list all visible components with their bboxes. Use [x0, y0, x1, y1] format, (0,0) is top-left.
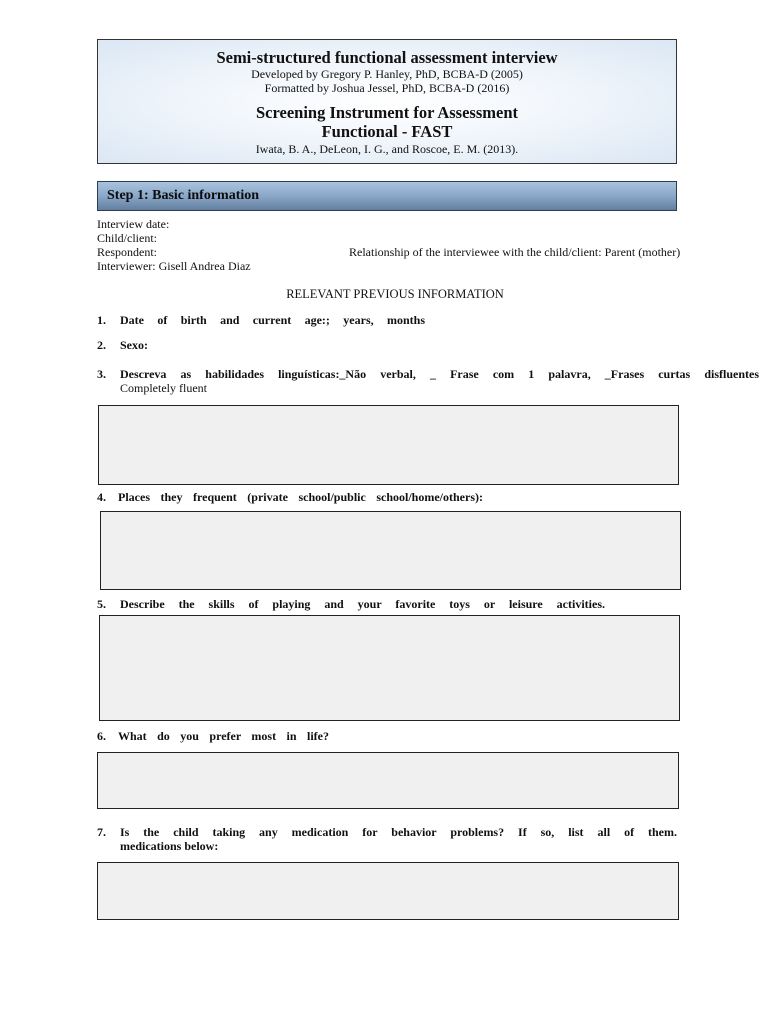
- question-6: [97, 729, 329, 743]
- instrument-title: [98, 103, 676, 141]
- question-4: [97, 490, 483, 504]
- relevant-info-title: RELEVANT PREVIOUS INFORMATION: [286, 287, 504, 301]
- child-client-label: Child/client:: [97, 231, 157, 245]
- question-6-text: What do you prefer most in life?: [118, 729, 329, 743]
- question-5: [97, 597, 605, 611]
- question-6-number: 6.: [97, 729, 106, 743]
- question-3-continuation: Completely fluent: [120, 381, 207, 395]
- question-2-number: 2.: [97, 338, 106, 352]
- question-7-continuation: medications below:: [120, 839, 219, 853]
- formatted-by: Formatted by Joshua Jessel, PhD, BCBA-D (2016): [264, 81, 510, 95]
- relationship-text: Relationship of the interviewee with the child/client: Parent (mother): [349, 245, 681, 259]
- answer-box-3[interactable]: [98, 405, 679, 485]
- question-2-text: Sexo:: [120, 338, 148, 352]
- interviewer-text: Interviewer: Gisell Andrea Diaz: [97, 259, 251, 273]
- answer-box-5[interactable]: [99, 615, 680, 721]
- respondent-label: Respondent:: [97, 245, 157, 259]
- step1-bar: Step 1: Basic information: [97, 181, 677, 211]
- question-3: [97, 367, 759, 395]
- question-3-number: 3.: [97, 367, 106, 381]
- question-7: [97, 825, 677, 853]
- instrument-title-line1: Screening Instrument for Assessment: [255, 103, 518, 122]
- developed-by: Developed by Gregory P. Hanley, PhD, BCBA-D (2005): [251, 67, 523, 81]
- answer-box-4[interactable]: [100, 511, 681, 590]
- question-4-text: Places they frequent (private school/public school/home/others):: [118, 490, 483, 504]
- header-box: [97, 39, 677, 164]
- answer-box-7[interactable]: [97, 862, 679, 920]
- question-1: [97, 313, 425, 327]
- question-3-text: Descreva as habilidades linguísticas:_Não verbal, _ Frase com 1 palavra, _Frases curtas disfluentes: [120, 367, 759, 381]
- question-4-number: 4.: [97, 490, 106, 504]
- answer-box-6[interactable]: [97, 752, 679, 809]
- interview-date-label: Interview date:: [97, 217, 170, 231]
- question-2: [97, 338, 759, 352]
- instrument-title-line2: Functional - FAST: [321, 122, 453, 141]
- question-1-text: Date of birth and current age:; years, months: [120, 313, 425, 327]
- citation: Iwata, B. A., DeLeon, I. G., and Roscoe, E. M. (2013).: [255, 142, 519, 156]
- question-5-text: Describe the skills of playing and your favorite toys or leisure activities.: [120, 597, 605, 611]
- question-5-number: 5.: [97, 597, 106, 611]
- question-7-number: 7.: [97, 825, 106, 839]
- document-title: Semi-structured functional assessment interview: [216, 48, 558, 67]
- question-1-number: 1.: [97, 313, 106, 327]
- question-7-text: Is the child taking any medication for behavior problems? If so, list all of them.: [120, 825, 677, 839]
